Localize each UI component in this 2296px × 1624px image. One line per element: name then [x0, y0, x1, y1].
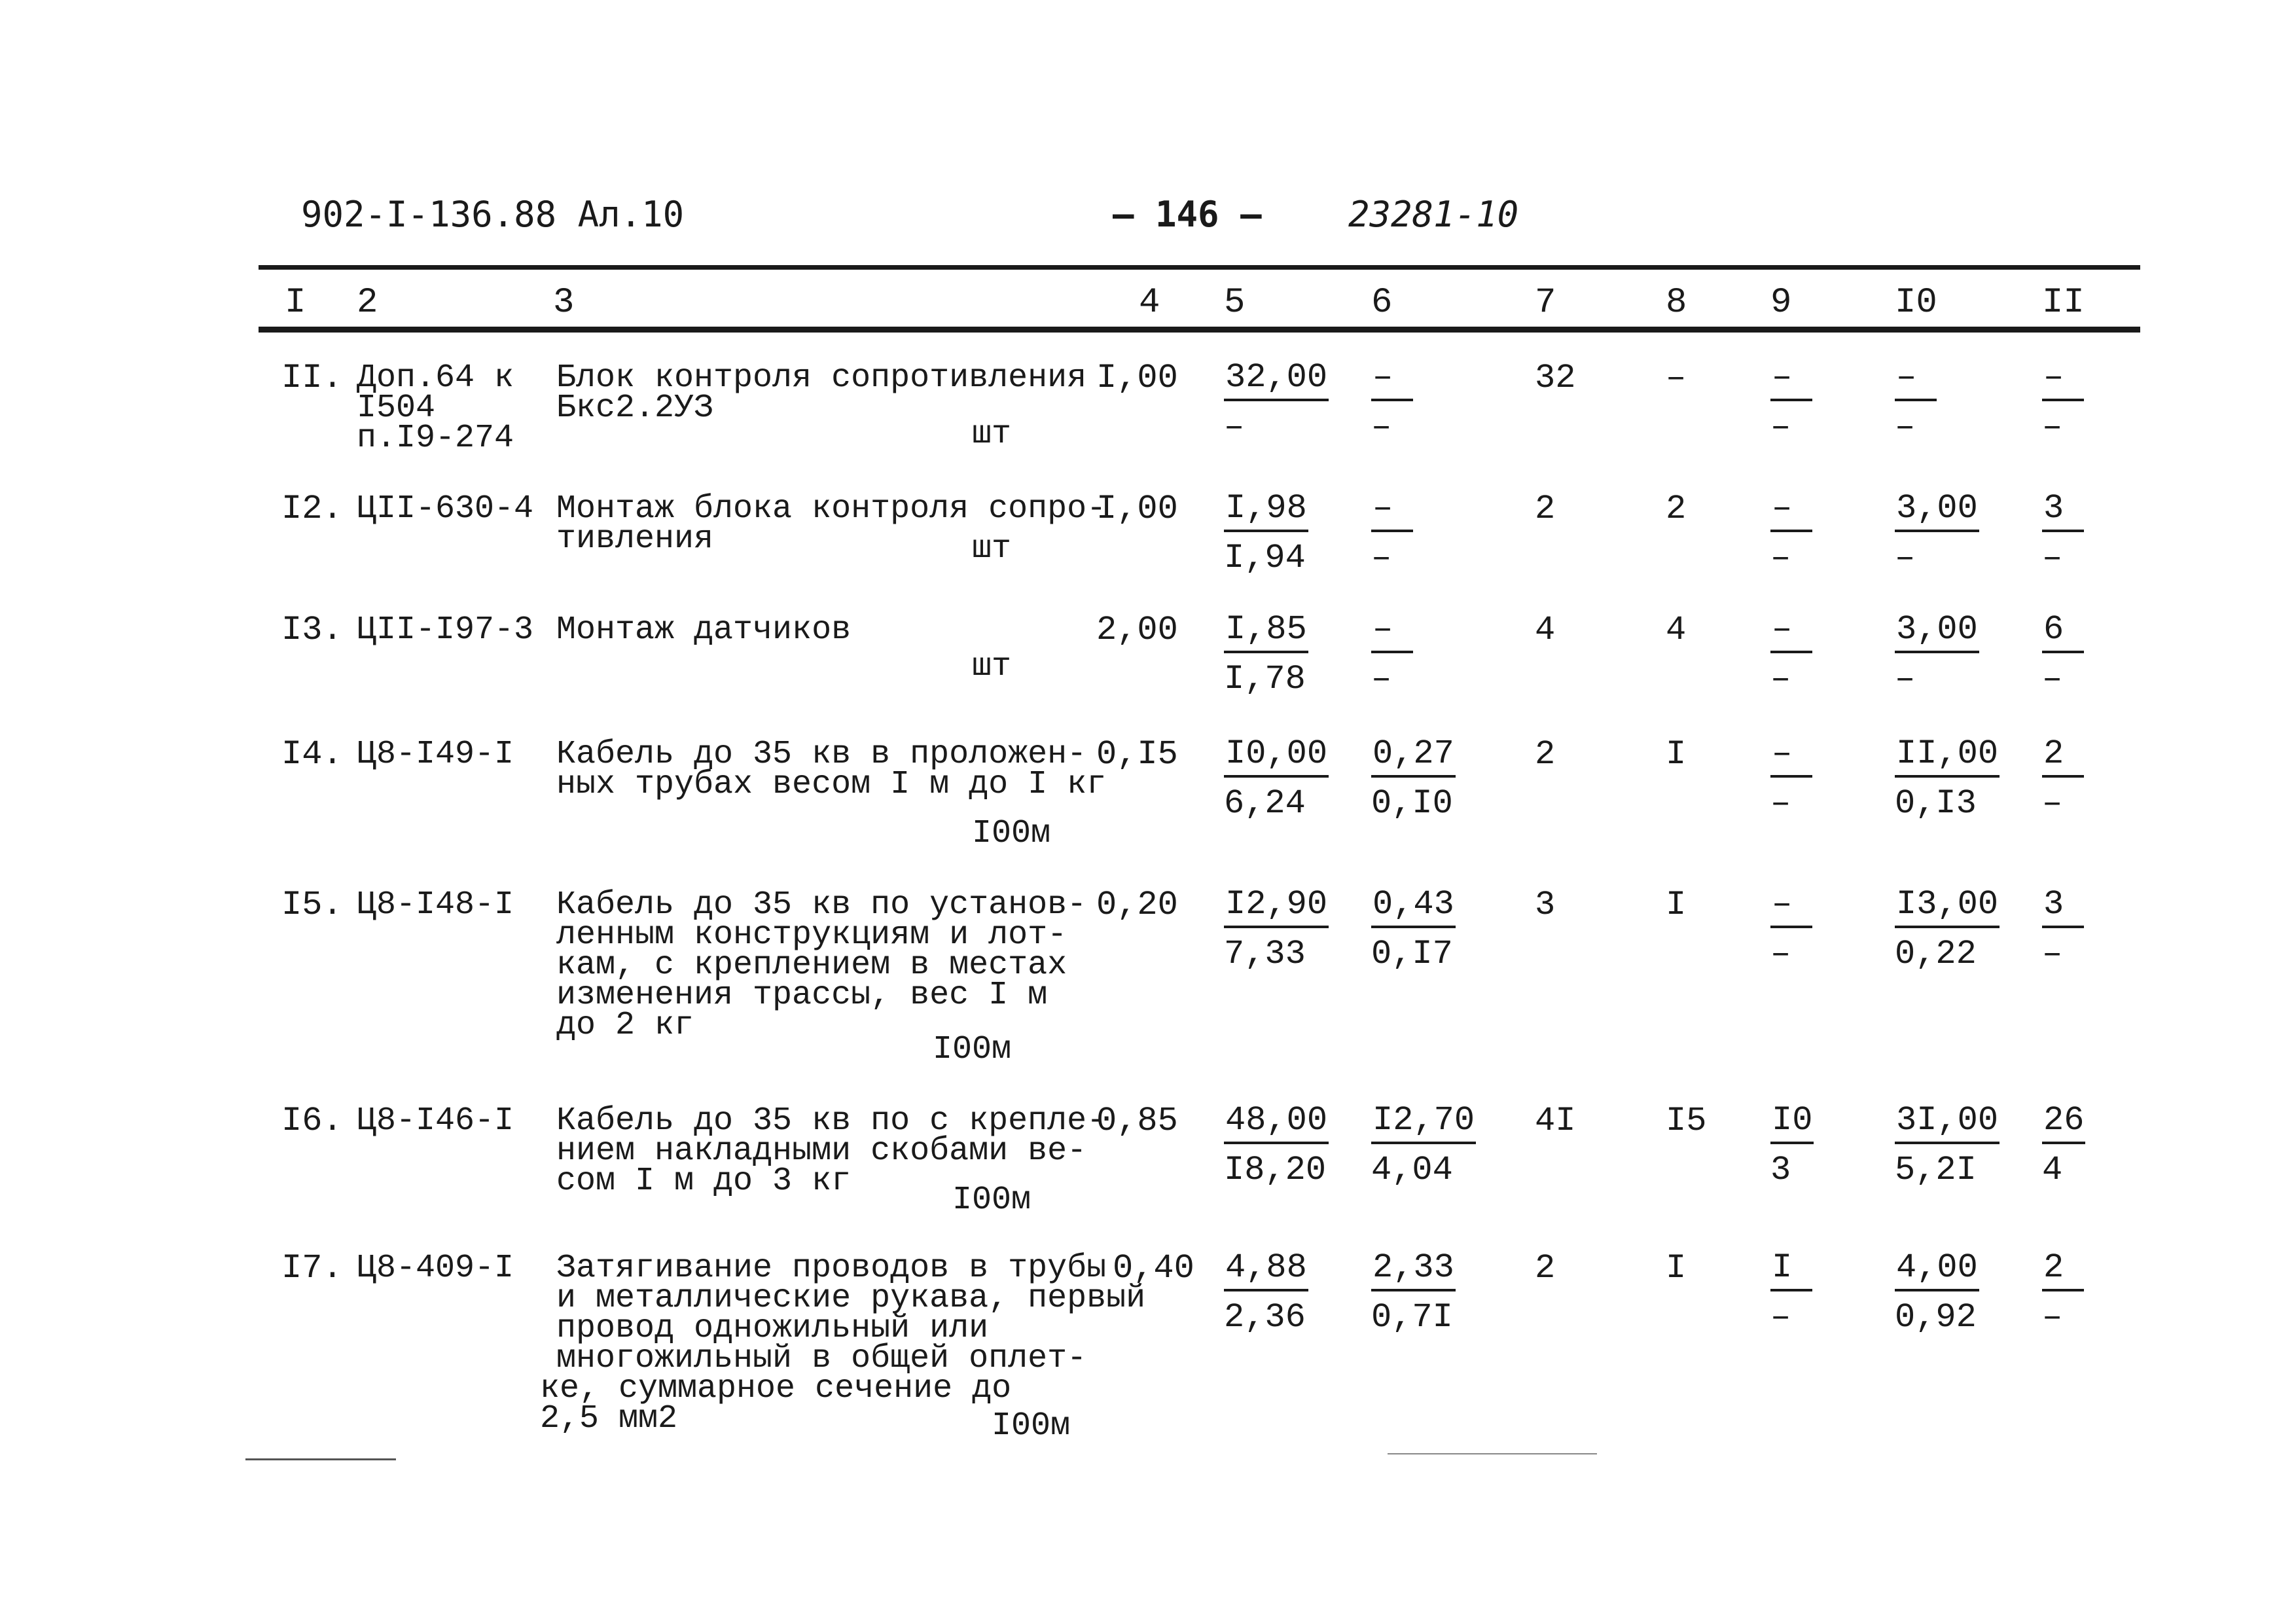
column-7-value: 32 [1535, 359, 1576, 397]
fraction-denominator: – [1371, 539, 1392, 577]
fraction-denominator: – [1895, 408, 1916, 446]
quantity: 0,20 [1096, 886, 1178, 924]
norm-code: Ц8-I46-I [357, 1102, 514, 1140]
fraction-denominator: 6,24 [1224, 784, 1306, 823]
fraction-numerator: 2 [2042, 1248, 2084, 1291]
fraction-cell-column-6 [1371, 489, 1413, 578]
work-description: Блок контроля сопротивления [556, 359, 1087, 397]
fraction-cell-column-10 [1895, 1248, 1979, 1337]
quantity: 0,I5 [1096, 735, 1178, 774]
fraction-numerator: 48,00 [1224, 1101, 1329, 1144]
page-number: – 146 – [1113, 194, 1262, 235]
work-description: Кабель до 35 кв по с крепле- [556, 1102, 1107, 1140]
quantity: 0,40 [1113, 1249, 1194, 1288]
fraction-numerator: I,98 [1224, 489, 1308, 532]
fraction-denominator: 0,22 [1895, 935, 1977, 973]
norm-code: Доп.64 к [357, 359, 514, 397]
work-description: тивления [556, 520, 714, 558]
work-description: ных трубах весом I м до I кг [556, 766, 1107, 803]
column-7-value: 4I [1535, 1102, 1576, 1140]
fraction-cell-column-9 [1770, 489, 1812, 578]
column-header-6: 6 [1371, 283, 1393, 323]
work-description: нием накладными скобами ве- [556, 1132, 1087, 1170]
fraction-denominator: 0,I0 [1371, 784, 1453, 823]
fraction-numerator: 6 [2042, 610, 2084, 653]
row-number: I5. [281, 886, 343, 924]
work-description: Монтаж датчиков [556, 611, 852, 649]
fraction-numerator: 3I,00 [1895, 1101, 2000, 1144]
fraction-numerator: 4,88 [1224, 1248, 1308, 1291]
inventory-number: 23281-10 [1348, 194, 1519, 235]
fraction-cell-column-6 [1371, 1248, 1456, 1337]
fraction-denominator: – [1371, 408, 1392, 446]
fraction-cell-column-6 [1371, 1101, 1476, 1190]
fraction-numerator: I0,00 [1224, 734, 1329, 778]
fraction-cell-column-11 [2042, 1101, 2085, 1190]
fraction-denominator: – [2042, 539, 2063, 577]
work-description: 2,5 мм2 [540, 1400, 678, 1437]
fraction-cell-column-6 [1371, 734, 1456, 823]
fraction-cell-column-9 [1770, 1248, 1812, 1337]
fraction-denominator: I8,20 [1224, 1151, 1327, 1189]
fraction-denominator: – [1770, 660, 1791, 698]
row-number: I7. [281, 1249, 343, 1288]
fraction-cell-column-11 [2042, 489, 2084, 578]
unit-of-measure: I00м [972, 815, 1051, 852]
column-header-10: I0 [1895, 283, 1937, 323]
fraction-cell-column-9 [1770, 885, 1812, 974]
fraction-denominator: 4 [2042, 1151, 2063, 1189]
fraction-cell-column-6 [1371, 610, 1413, 699]
fraction-denominator: – [2042, 935, 2063, 973]
fraction-cell-column-11 [2042, 1248, 2084, 1337]
row-number: II. [281, 359, 343, 397]
row-number: I6. [281, 1102, 343, 1140]
fraction-numerator: I2,70 [1371, 1101, 1476, 1144]
fraction-numerator: – [1770, 885, 1812, 928]
fraction-cell-column-11 [2042, 734, 2084, 823]
fraction-denominator: 5,2I [1895, 1151, 1977, 1189]
fraction-numerator: I0 [1770, 1101, 1814, 1144]
column-header-11: II [2042, 283, 2085, 323]
fraction-denominator: 7,33 [1224, 935, 1306, 973]
fraction-cell-column-10 [1895, 734, 2000, 823]
column-header-9: 9 [1770, 283, 1792, 323]
fraction-cell-column-9 [1770, 610, 1812, 699]
work-description: изменения трассы, вес I м [556, 977, 1048, 1014]
work-description: кам, с креплением в местах [556, 947, 1067, 984]
fraction-cell-column-10 [1895, 610, 1979, 699]
row-number: I2. [281, 490, 343, 528]
fraction-denominator: – [1895, 660, 1916, 698]
fraction-denominator: – [1770, 539, 1791, 577]
fraction-denominator: 2,36 [1224, 1298, 1306, 1337]
work-description: сом I м до 3 кг [556, 1163, 852, 1200]
fraction-denominator: 4,04 [1371, 1151, 1453, 1189]
fraction-cell-column-5 [1224, 1248, 1308, 1337]
column-header-2: 2 [357, 283, 378, 323]
column-8-value: I [1666, 735, 1687, 774]
fraction-denominator: – [2042, 784, 2063, 823]
work-description: многожильный в общей оплет- [556, 1340, 1087, 1377]
fraction-cell-column-10 [1895, 1101, 2000, 1190]
column-header-8: 8 [1666, 283, 1687, 323]
column-header-5: 5 [1224, 283, 1246, 323]
work-description: ке, суммарное сечение до [540, 1370, 1012, 1407]
fraction-cell-column-5 [1224, 885, 1329, 974]
scan-mark [1388, 1453, 1597, 1454]
fraction-cell-column-9 [1770, 358, 1812, 447]
unit-of-measure: I00м [992, 1407, 1071, 1445]
fraction-numerator: 0,43 [1371, 885, 1456, 928]
unit-of-measure: шт [972, 416, 1012, 453]
unit-of-measure: I00м [952, 1182, 1031, 1219]
quantity: 2,00 [1096, 611, 1178, 649]
work-description: ленным конструкциям и лот- [556, 916, 1067, 954]
fraction-cell-column-11 [2042, 885, 2084, 974]
norm-code: ЦII-630-4 [357, 490, 534, 528]
fraction-numerator: II,00 [1895, 734, 2000, 778]
work-description: Кабель до 35 кв в проложен- [556, 736, 1087, 773]
norm-code: Ц8-409-I [357, 1250, 514, 1287]
column-header-1: I [285, 283, 306, 323]
fraction-numerator: 32,00 [1224, 358, 1329, 401]
work-description: Бкс2.2УЗ [556, 389, 714, 427]
fraction-numerator: – [1770, 489, 1812, 532]
column-8-value: 2 [1666, 490, 1687, 528]
column-header-7: 7 [1535, 283, 1556, 323]
fraction-denominator: 3 [1770, 1151, 1791, 1189]
fraction-cell-column-5 [1224, 489, 1308, 578]
fraction-denominator: – [2042, 660, 2063, 698]
fraction-numerator: 26 [2042, 1101, 2085, 1144]
scan-mark [245, 1458, 396, 1460]
unit-of-measure: I00м [933, 1031, 1012, 1068]
fraction-denominator: – [1770, 935, 1791, 973]
norm-code: I504 [357, 389, 436, 427]
column-8-value: 4 [1666, 611, 1687, 649]
fraction-numerator: 4,00 [1895, 1248, 1979, 1291]
work-description: Монтаж блока контроля сопро- [556, 490, 1107, 528]
fraction-numerator: 0,27 [1371, 734, 1456, 778]
fraction-denominator: I,94 [1224, 539, 1306, 577]
fraction-cell-column-5 [1224, 1101, 1329, 1190]
fraction-cell-column-11 [2042, 358, 2084, 447]
fraction-numerator: 2 [2042, 734, 2084, 778]
row-number: I3. [281, 611, 343, 649]
work-description: провод одножильный или [556, 1310, 989, 1347]
column-8-value: I [1666, 1249, 1687, 1288]
work-description: Затягивание проводов в трубы [556, 1250, 1107, 1287]
fraction-denominator: I,78 [1224, 660, 1306, 698]
fraction-denominator: – [1371, 660, 1392, 698]
fraction-cell-column-5 [1224, 358, 1329, 447]
column-7-value: 4 [1535, 611, 1556, 649]
fraction-numerator: – [1770, 358, 1812, 401]
fraction-denominator: – [1224, 408, 1245, 446]
norm-code: п.I9-274 [357, 420, 514, 457]
fraction-numerator: – [1371, 358, 1413, 401]
fraction-numerator: 3 [2042, 489, 2084, 532]
column-8-value: I [1666, 886, 1687, 924]
fraction-numerator: – [1770, 734, 1812, 778]
column-7-value: 3 [1535, 886, 1556, 924]
fraction-denominator: – [1895, 539, 1916, 577]
fraction-numerator: 3,00 [1895, 489, 1979, 532]
fraction-cell-column-6 [1371, 358, 1413, 447]
fraction-denominator: 0,92 [1895, 1298, 1977, 1337]
column-7-value: 2 [1535, 490, 1556, 528]
fraction-denominator: – [1770, 784, 1791, 823]
fraction-cell-column-10 [1895, 885, 2000, 974]
fraction-numerator: I3,00 [1895, 885, 2000, 928]
row-number: I4. [281, 735, 343, 774]
norm-code: ЦII-I97-3 [357, 611, 534, 649]
column-8-value: I5 [1666, 1102, 1707, 1140]
fraction-cell-column-5 [1224, 734, 1329, 823]
work-description: до 2 кг [556, 1007, 694, 1044]
unit-of-measure: шт [972, 648, 1012, 685]
fraction-numerator: – [2042, 358, 2084, 401]
fraction-cell-column-5 [1224, 610, 1308, 699]
fraction-denominator: 0,I7 [1371, 935, 1453, 973]
fraction-denominator: – [2042, 408, 2063, 446]
fraction-denominator: 0,7I [1371, 1298, 1453, 1337]
fraction-numerator: – [1895, 358, 1937, 401]
fraction-cell-column-11 [2042, 610, 2084, 699]
column-header-3: 3 [553, 283, 575, 323]
column-8-value: – [1666, 359, 1687, 397]
column-7-value: 2 [1535, 1249, 1556, 1288]
norm-code: Ц8-I49-I [357, 736, 514, 773]
fraction-cell-column-9 [1770, 734, 1812, 823]
quantity: 0,85 [1096, 1102, 1178, 1140]
column-header-4: 4 [1139, 283, 1160, 323]
fraction-numerator: I2,90 [1224, 885, 1329, 928]
fraction-numerator: 2,33 [1371, 1248, 1456, 1291]
work-description: Кабель до 35 кв по установ- [556, 886, 1087, 924]
fraction-cell-column-9 [1770, 1101, 1814, 1190]
unit-of-measure: шт [972, 530, 1012, 568]
fraction-denominator: 0,I3 [1895, 784, 1977, 823]
fraction-cell-column-6 [1371, 885, 1456, 974]
work-description: и металлические рукава, первый [556, 1280, 1146, 1317]
fraction-cell-column-10 [1895, 489, 1979, 578]
fraction-numerator: – [1371, 610, 1413, 653]
fraction-numerator: I,85 [1224, 610, 1308, 653]
table-header-rule [259, 327, 2140, 333]
fraction-cell-column-10 [1895, 358, 1937, 447]
fraction-numerator: I [1770, 1248, 1812, 1291]
fraction-numerator: – [1371, 489, 1413, 532]
table-top-rule [259, 265, 2140, 270]
quantity: I,00 [1096, 490, 1178, 528]
fraction-denominator: – [2042, 1298, 2063, 1337]
column-7-value: 2 [1535, 735, 1556, 774]
quantity: I,00 [1096, 359, 1178, 397]
document-code: 902-I-136.88 Ал.10 [301, 194, 685, 235]
norm-code: Ц8-I48-I [357, 886, 514, 924]
fraction-denominator: – [1770, 1298, 1791, 1337]
fraction-numerator: 3 [2042, 885, 2084, 928]
fraction-denominator: – [1770, 408, 1791, 446]
fraction-numerator: 3,00 [1895, 610, 1979, 653]
fraction-numerator: – [1770, 610, 1812, 653]
